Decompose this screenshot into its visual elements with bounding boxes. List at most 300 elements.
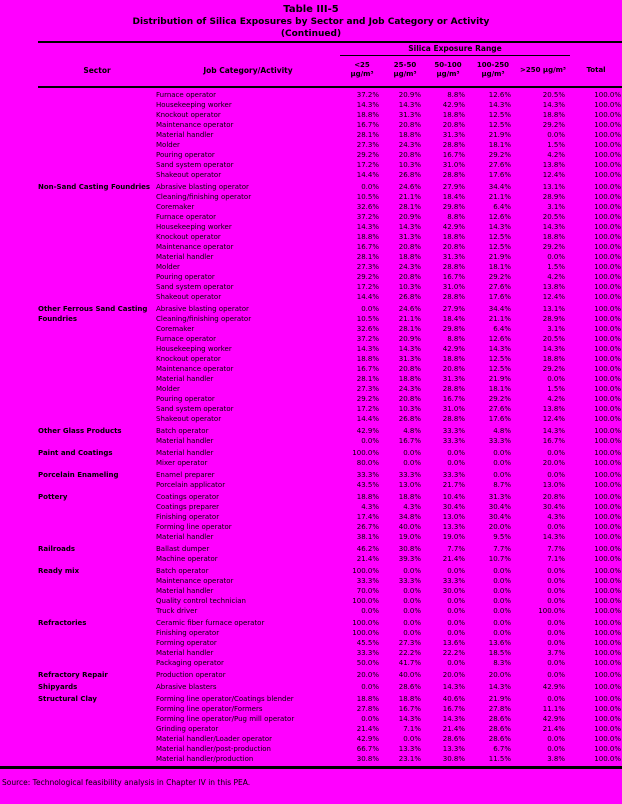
sector-cell <box>38 384 156 394</box>
total-cell: 100.0% <box>594 659 621 667</box>
col-header-25-50-line1: 25-50 <box>393 61 417 69</box>
value-cell: 24.3% <box>398 141 421 149</box>
table-header <box>38 43 622 86</box>
total-cell: 100.0% <box>594 449 621 457</box>
value-cell: 28.6% <box>488 725 511 733</box>
value-cell: 12.4% <box>542 293 565 301</box>
value-cell: 18.1% <box>488 385 511 393</box>
value-cell: 6.7% <box>493 745 511 753</box>
total-cell: 100.0% <box>594 293 621 301</box>
table-row <box>38 192 622 202</box>
sector-cell <box>38 532 156 542</box>
value-cell: 13.0% <box>398 481 421 489</box>
job-category-cell: Maintenance operator <box>156 121 234 129</box>
job-category-cell: Finishing operator <box>156 513 220 521</box>
total-cell: 100.0% <box>594 213 621 221</box>
value-cell: 0.0% <box>361 305 379 313</box>
total-cell: 100.0% <box>594 171 621 179</box>
value-cell: 4.2% <box>547 151 565 159</box>
total-cell: 100.0% <box>594 567 621 575</box>
value-cell: 14.3% <box>356 101 379 109</box>
total-cell: 100.0% <box>594 131 621 139</box>
value-cell: 0.0% <box>547 659 565 667</box>
total-cell: 100.0% <box>594 725 621 733</box>
value-cell: 21.4% <box>442 555 465 563</box>
value-cell: 14.4% <box>356 171 379 179</box>
value-cell: 13.3% <box>442 745 465 753</box>
sector-cell: Paint and Coatings <box>38 449 113 457</box>
sector-cell <box>38 374 156 384</box>
total-cell: 100.0% <box>594 101 621 109</box>
sector-cell <box>38 606 156 616</box>
job-category-cell: Material handler <box>156 375 214 383</box>
value-cell: 12.5% <box>488 233 511 241</box>
value-cell: 14.3% <box>356 345 379 353</box>
job-category-cell: Molder <box>156 141 180 149</box>
value-cell: 4.2% <box>547 395 565 403</box>
value-cell: 28.1% <box>356 375 379 383</box>
sector-cell <box>38 596 156 606</box>
sector-cell <box>38 292 156 302</box>
sector-cell <box>38 262 156 272</box>
value-cell: 18.8% <box>542 111 565 119</box>
sector-cell: Railroads <box>38 545 76 553</box>
job-category-cell: Maintenance operator <box>156 577 234 585</box>
table-number-title: Table III-5 <box>283 4 339 15</box>
value-cell: 21.1% <box>398 193 421 201</box>
value-cell: 4.3% <box>547 513 565 521</box>
job-category-cell: Ceramic fiber furnace operator <box>156 619 265 627</box>
value-cell: 27.8% <box>356 705 379 713</box>
total-cell: 100.0% <box>594 375 621 383</box>
job-category-cell: Production operator <box>156 671 226 679</box>
job-category-cell: Coremaker <box>156 203 195 211</box>
value-cell: 14.3% <box>398 101 421 109</box>
table-row <box>38 628 622 638</box>
value-cell: 20.8% <box>442 243 465 251</box>
value-cell: 0.0% <box>547 671 565 679</box>
value-cell: 40.6% <box>442 695 465 703</box>
value-cell: 31.0% <box>442 405 465 413</box>
total-cell: 100.0% <box>594 649 621 657</box>
value-cell: 14.3% <box>542 345 565 353</box>
job-category-cell: Quality control technician <box>156 597 246 605</box>
table-row <box>38 522 622 532</box>
value-cell: 18.4% <box>442 315 465 323</box>
value-cell: 28.6% <box>442 735 465 743</box>
value-cell: 18.5% <box>488 649 511 657</box>
value-cell: 16.7% <box>398 705 421 713</box>
job-category-cell: Coatings operator <box>156 493 220 501</box>
value-cell: 17.2% <box>356 283 379 291</box>
value-cell: 32.6% <box>356 325 379 333</box>
value-cell: 27.6% <box>488 283 511 291</box>
sector-cell: Refractory Repair <box>38 671 108 679</box>
job-category-cell: Sand system operator <box>156 161 234 169</box>
value-cell: 26.7% <box>356 523 379 531</box>
value-cell: 12.5% <box>488 355 511 363</box>
job-category-cell: Molder <box>156 263 180 271</box>
job-category-cell: Maintenance operator <box>156 243 234 251</box>
job-category-cell: Furnace operator <box>156 213 217 221</box>
value-cell: 21.9% <box>488 131 511 139</box>
sector-cell <box>38 344 156 354</box>
sector-cell <box>38 272 156 282</box>
value-cell: 31.0% <box>442 283 465 291</box>
value-cell: 8.8% <box>447 213 465 221</box>
value-cell: 0.0% <box>547 449 565 457</box>
sector-cell <box>38 502 156 512</box>
value-cell: 42.9% <box>442 101 465 109</box>
value-cell: 18.8% <box>356 355 379 363</box>
value-cell: 30.4% <box>488 503 511 511</box>
value-cell: 11.1% <box>542 705 565 713</box>
sector-cell <box>38 232 156 242</box>
table-row <box>38 222 622 232</box>
table-row <box>38 694 622 704</box>
job-category-cell: Sand system operator <box>156 405 234 413</box>
value-cell: 6.4% <box>493 325 511 333</box>
value-cell: 12.4% <box>542 415 565 423</box>
total-cell: 100.0% <box>594 273 621 281</box>
col-header-lt25-line2: µg/m³ <box>350 70 374 78</box>
sector-cell: Pottery <box>38 493 68 501</box>
total-cell: 100.0% <box>594 193 621 201</box>
value-cell: 13.1% <box>542 183 565 191</box>
table-row <box>38 242 622 252</box>
value-cell: 23.1% <box>398 755 421 763</box>
value-cell: 42.9% <box>542 683 565 691</box>
table-row <box>38 638 622 648</box>
value-cell: 28.6% <box>488 735 511 743</box>
sector-cell: Refractories <box>38 619 87 627</box>
sector-cell <box>38 282 156 292</box>
value-cell: 26.8% <box>398 293 421 301</box>
col-header-25-50 <box>384 57 426 83</box>
value-cell: 14.3% <box>488 683 511 691</box>
sector-cell <box>38 714 156 724</box>
value-cell: 12.5% <box>488 111 511 119</box>
job-category-cell: Machine operator <box>156 555 218 563</box>
job-category-cell: Batch operator <box>156 567 209 575</box>
value-cell: 0.0% <box>547 695 565 703</box>
job-category-cell: Furnace operator <box>156 335 217 343</box>
job-category-cell: Material handler <box>156 449 214 457</box>
table-row <box>38 150 622 160</box>
value-cell: 0.0% <box>493 629 511 637</box>
value-cell: 0.0% <box>493 577 511 585</box>
value-cell: 21.4% <box>542 725 565 733</box>
total-cell: 100.0% <box>594 513 621 521</box>
value-cell: 4.8% <box>403 427 421 435</box>
job-category-cell: Furnace operator <box>156 91 217 99</box>
sector-cell <box>38 724 156 734</box>
total-cell: 100.0% <box>594 629 621 637</box>
total-cell: 100.0% <box>594 223 621 231</box>
value-cell: 34.8% <box>398 513 421 521</box>
table-row <box>38 596 622 606</box>
job-category-cell: Material handler/Loader operator <box>156 735 273 743</box>
sector-cell: Structural Clay <box>38 695 97 703</box>
col-header-100-250-line2: µg/m³ <box>481 70 505 78</box>
value-cell: 0.0% <box>493 619 511 627</box>
value-cell: 100.0% <box>352 597 379 605</box>
value-cell: 7.1% <box>547 555 565 563</box>
value-cell: 20.5% <box>542 335 565 343</box>
table-row <box>38 334 622 344</box>
sector-cell <box>38 404 156 414</box>
job-category-cell: Material handler <box>156 533 214 541</box>
value-cell: 14.3% <box>488 345 511 353</box>
job-category-cell: Shakeout operator <box>156 293 222 301</box>
job-category-cell: Abrasive blasting operator <box>156 305 249 313</box>
value-cell: 10.5% <box>356 193 379 201</box>
value-cell: 20.8% <box>398 365 421 373</box>
value-cell: 17.6% <box>488 415 511 423</box>
table-row <box>38 618 622 628</box>
value-cell: 31.3% <box>488 493 511 501</box>
value-cell: 18.8% <box>356 493 379 501</box>
job-category-cell: Forming line operator/Coatings blender <box>156 695 294 703</box>
sector-cell <box>38 414 156 424</box>
total-cell: 100.0% <box>594 91 621 99</box>
value-cell: 21.1% <box>488 193 511 201</box>
total-cell: 100.0% <box>594 203 621 211</box>
table-row <box>38 414 622 424</box>
table-row <box>38 648 622 658</box>
value-cell: 18.8% <box>398 375 421 383</box>
value-cell: 34.4% <box>488 305 511 313</box>
job-category-cell: Abrasive blasters <box>156 683 217 691</box>
value-cell: 0.0% <box>447 459 465 467</box>
value-cell: 39.3% <box>398 555 421 563</box>
total-cell: 100.0% <box>594 427 621 435</box>
value-cell: 9.5% <box>493 533 511 541</box>
table-row <box>38 404 622 414</box>
sector-cell <box>38 734 156 744</box>
value-cell: 20.8% <box>442 121 465 129</box>
total-cell: 100.0% <box>594 325 621 333</box>
sector-cell <box>38 648 156 658</box>
value-cell: 20.8% <box>442 365 465 373</box>
total-cell: 100.0% <box>594 577 621 585</box>
value-cell: 14.3% <box>488 223 511 231</box>
total-cell: 100.0% <box>594 639 621 647</box>
value-cell: 20.0% <box>488 523 511 531</box>
value-cell: 18.8% <box>442 355 465 363</box>
value-cell: 0.0% <box>547 131 565 139</box>
value-cell: 28.8% <box>442 141 465 149</box>
sector-cell <box>38 638 156 648</box>
value-cell: 18.8% <box>398 131 421 139</box>
value-cell: 18.8% <box>398 695 421 703</box>
table-row <box>38 714 622 724</box>
value-cell: 0.0% <box>493 459 511 467</box>
value-cell: 0.0% <box>547 629 565 637</box>
sector-cell <box>38 130 156 140</box>
value-cell: 20.0% <box>442 671 465 679</box>
value-cell: 0.0% <box>403 587 421 595</box>
value-cell: 13.3% <box>398 745 421 753</box>
value-cell: 0.0% <box>403 607 421 615</box>
value-cell: 16.7% <box>356 243 379 251</box>
total-cell: 100.0% <box>594 305 621 313</box>
value-cell: 0.0% <box>361 715 379 723</box>
value-cell: 0.0% <box>547 523 565 531</box>
total-cell: 100.0% <box>594 315 621 323</box>
total-cell: 100.0% <box>594 705 621 713</box>
job-category-cell: Molder <box>156 385 180 393</box>
total-cell: 100.0% <box>594 619 621 627</box>
value-cell: 34.4% <box>488 183 511 191</box>
job-category-column-header: Job Category/Activity <box>203 65 293 75</box>
value-cell: 26.8% <box>398 171 421 179</box>
job-category-cell: Porcelain applicator <box>156 481 226 489</box>
job-category-cell: Finishing operator <box>156 629 220 637</box>
value-cell: 20.8% <box>398 395 421 403</box>
value-cell: 20.8% <box>398 273 421 281</box>
job-category-cell: Housekeeping worker <box>156 101 232 109</box>
job-category-cell: Packaging operator <box>156 659 224 667</box>
value-cell: 16.7% <box>356 365 379 373</box>
total-cell: 100.0% <box>594 111 621 119</box>
job-category-cell: Ballast dumper <box>156 545 210 553</box>
value-cell: 12.6% <box>488 213 511 221</box>
value-cell: 20.0% <box>488 671 511 679</box>
value-cell: 46.2% <box>356 545 379 553</box>
job-category-cell: Batch operator <box>156 427 209 435</box>
value-cell: 33.3% <box>356 577 379 585</box>
sector-cell <box>38 324 156 334</box>
job-category-cell: Material handler <box>156 131 214 139</box>
value-cell: 20.8% <box>542 493 565 501</box>
value-cell: 24.6% <box>398 305 421 313</box>
value-cell: 27.6% <box>488 161 511 169</box>
sector-cell <box>38 334 156 344</box>
table-row <box>38 426 622 436</box>
total-cell: 100.0% <box>594 745 621 753</box>
value-cell: 13.0% <box>542 481 565 489</box>
table-row <box>38 120 622 130</box>
value-cell: 13.6% <box>488 639 511 647</box>
bottom-rule <box>0 766 622 769</box>
job-category-cell: Pouring operator <box>156 273 215 281</box>
job-category-cell: Cleaning/finishing operator <box>156 193 252 201</box>
value-cell: 0.0% <box>361 183 379 191</box>
value-cell: 0.0% <box>547 577 565 585</box>
value-cell: 16.7% <box>398 437 421 445</box>
value-cell: 0.0% <box>547 587 565 595</box>
value-cell: 8.3% <box>493 659 511 667</box>
value-cell: 16.7% <box>442 151 465 159</box>
table-row <box>38 202 622 212</box>
value-cell: 20.9% <box>398 91 421 99</box>
sector-cell <box>38 364 156 374</box>
value-cell: 28.8% <box>442 171 465 179</box>
value-cell: 18.4% <box>442 193 465 201</box>
sector-cell <box>38 354 156 364</box>
value-cell: 29.2% <box>488 395 511 403</box>
total-cell: 100.0% <box>594 533 621 541</box>
value-cell: 37.2% <box>356 213 379 221</box>
sector-cell: Other Glass Products <box>38 427 122 435</box>
table-row <box>38 140 622 150</box>
value-cell: 31.3% <box>398 233 421 241</box>
value-cell: 0.0% <box>547 375 565 383</box>
value-cell: 30.8% <box>398 545 421 553</box>
value-cell: 8.7% <box>493 481 511 489</box>
sector-cell <box>38 212 156 222</box>
value-cell: 29.2% <box>542 121 565 129</box>
value-cell: 10.3% <box>398 283 421 291</box>
value-cell: 30.8% <box>442 755 465 763</box>
col-header-lt25 <box>340 57 384 83</box>
sector-cell <box>38 140 156 150</box>
value-cell: 14.3% <box>542 427 565 435</box>
value-cell: 21.9% <box>488 375 511 383</box>
value-cell: 14.3% <box>542 533 565 541</box>
job-category-cell: Shakeout operator <box>156 171 222 179</box>
header-rule <box>38 86 622 88</box>
value-cell: 0.0% <box>361 607 379 615</box>
value-cell: 28.8% <box>442 293 465 301</box>
continued-label: (Continued) <box>280 29 342 39</box>
value-cell: 18.8% <box>442 111 465 119</box>
value-cell: 0.0% <box>403 459 421 467</box>
table-row <box>38 458 622 468</box>
sector-cell <box>38 522 156 532</box>
col-header-gt250 <box>516 57 570 83</box>
total-cell: 100.0% <box>594 405 621 413</box>
value-cell: 0.0% <box>493 597 511 605</box>
value-cell: 13.3% <box>442 523 465 531</box>
value-cell: 66.7% <box>356 745 379 753</box>
col-header-50-100 <box>426 57 470 83</box>
value-cell: 14.3% <box>442 683 465 691</box>
sector-cell <box>38 704 156 714</box>
total-cell: 100.0% <box>594 471 621 479</box>
value-cell: 31.3% <box>442 375 465 383</box>
value-cell: 29.2% <box>542 365 565 373</box>
value-cell: 22.2% <box>442 649 465 657</box>
value-cell: 21.1% <box>398 315 421 323</box>
table-row <box>38 90 622 100</box>
total-cell: 100.0% <box>594 607 621 615</box>
col-header-25-50-line2: µg/m³ <box>393 70 417 78</box>
total-cell: 100.0% <box>594 683 621 691</box>
value-cell: 33.3% <box>356 649 379 657</box>
table-row <box>38 182 622 192</box>
total-cell: 100.0% <box>594 503 621 511</box>
value-cell: 24.3% <box>398 263 421 271</box>
col-header-50-100-line2: µg/m³ <box>436 70 460 78</box>
table-row <box>38 436 622 446</box>
col-header-gt250-line1: >250 µg/m³ <box>520 65 566 74</box>
table-row <box>38 470 622 480</box>
value-cell: 20.8% <box>398 243 421 251</box>
table-row <box>38 110 622 120</box>
value-cell: 37.2% <box>356 91 379 99</box>
table-row <box>38 384 622 394</box>
value-cell: 20.9% <box>398 213 421 221</box>
value-cell: 27.9% <box>442 305 465 313</box>
job-category-cell: Knockout operator <box>156 233 221 241</box>
sector-cell <box>38 314 156 324</box>
value-cell: 33.3% <box>356 471 379 479</box>
job-category-cell: Knockout operator <box>156 111 221 119</box>
sector-cell <box>38 242 156 252</box>
table-row <box>38 292 622 302</box>
